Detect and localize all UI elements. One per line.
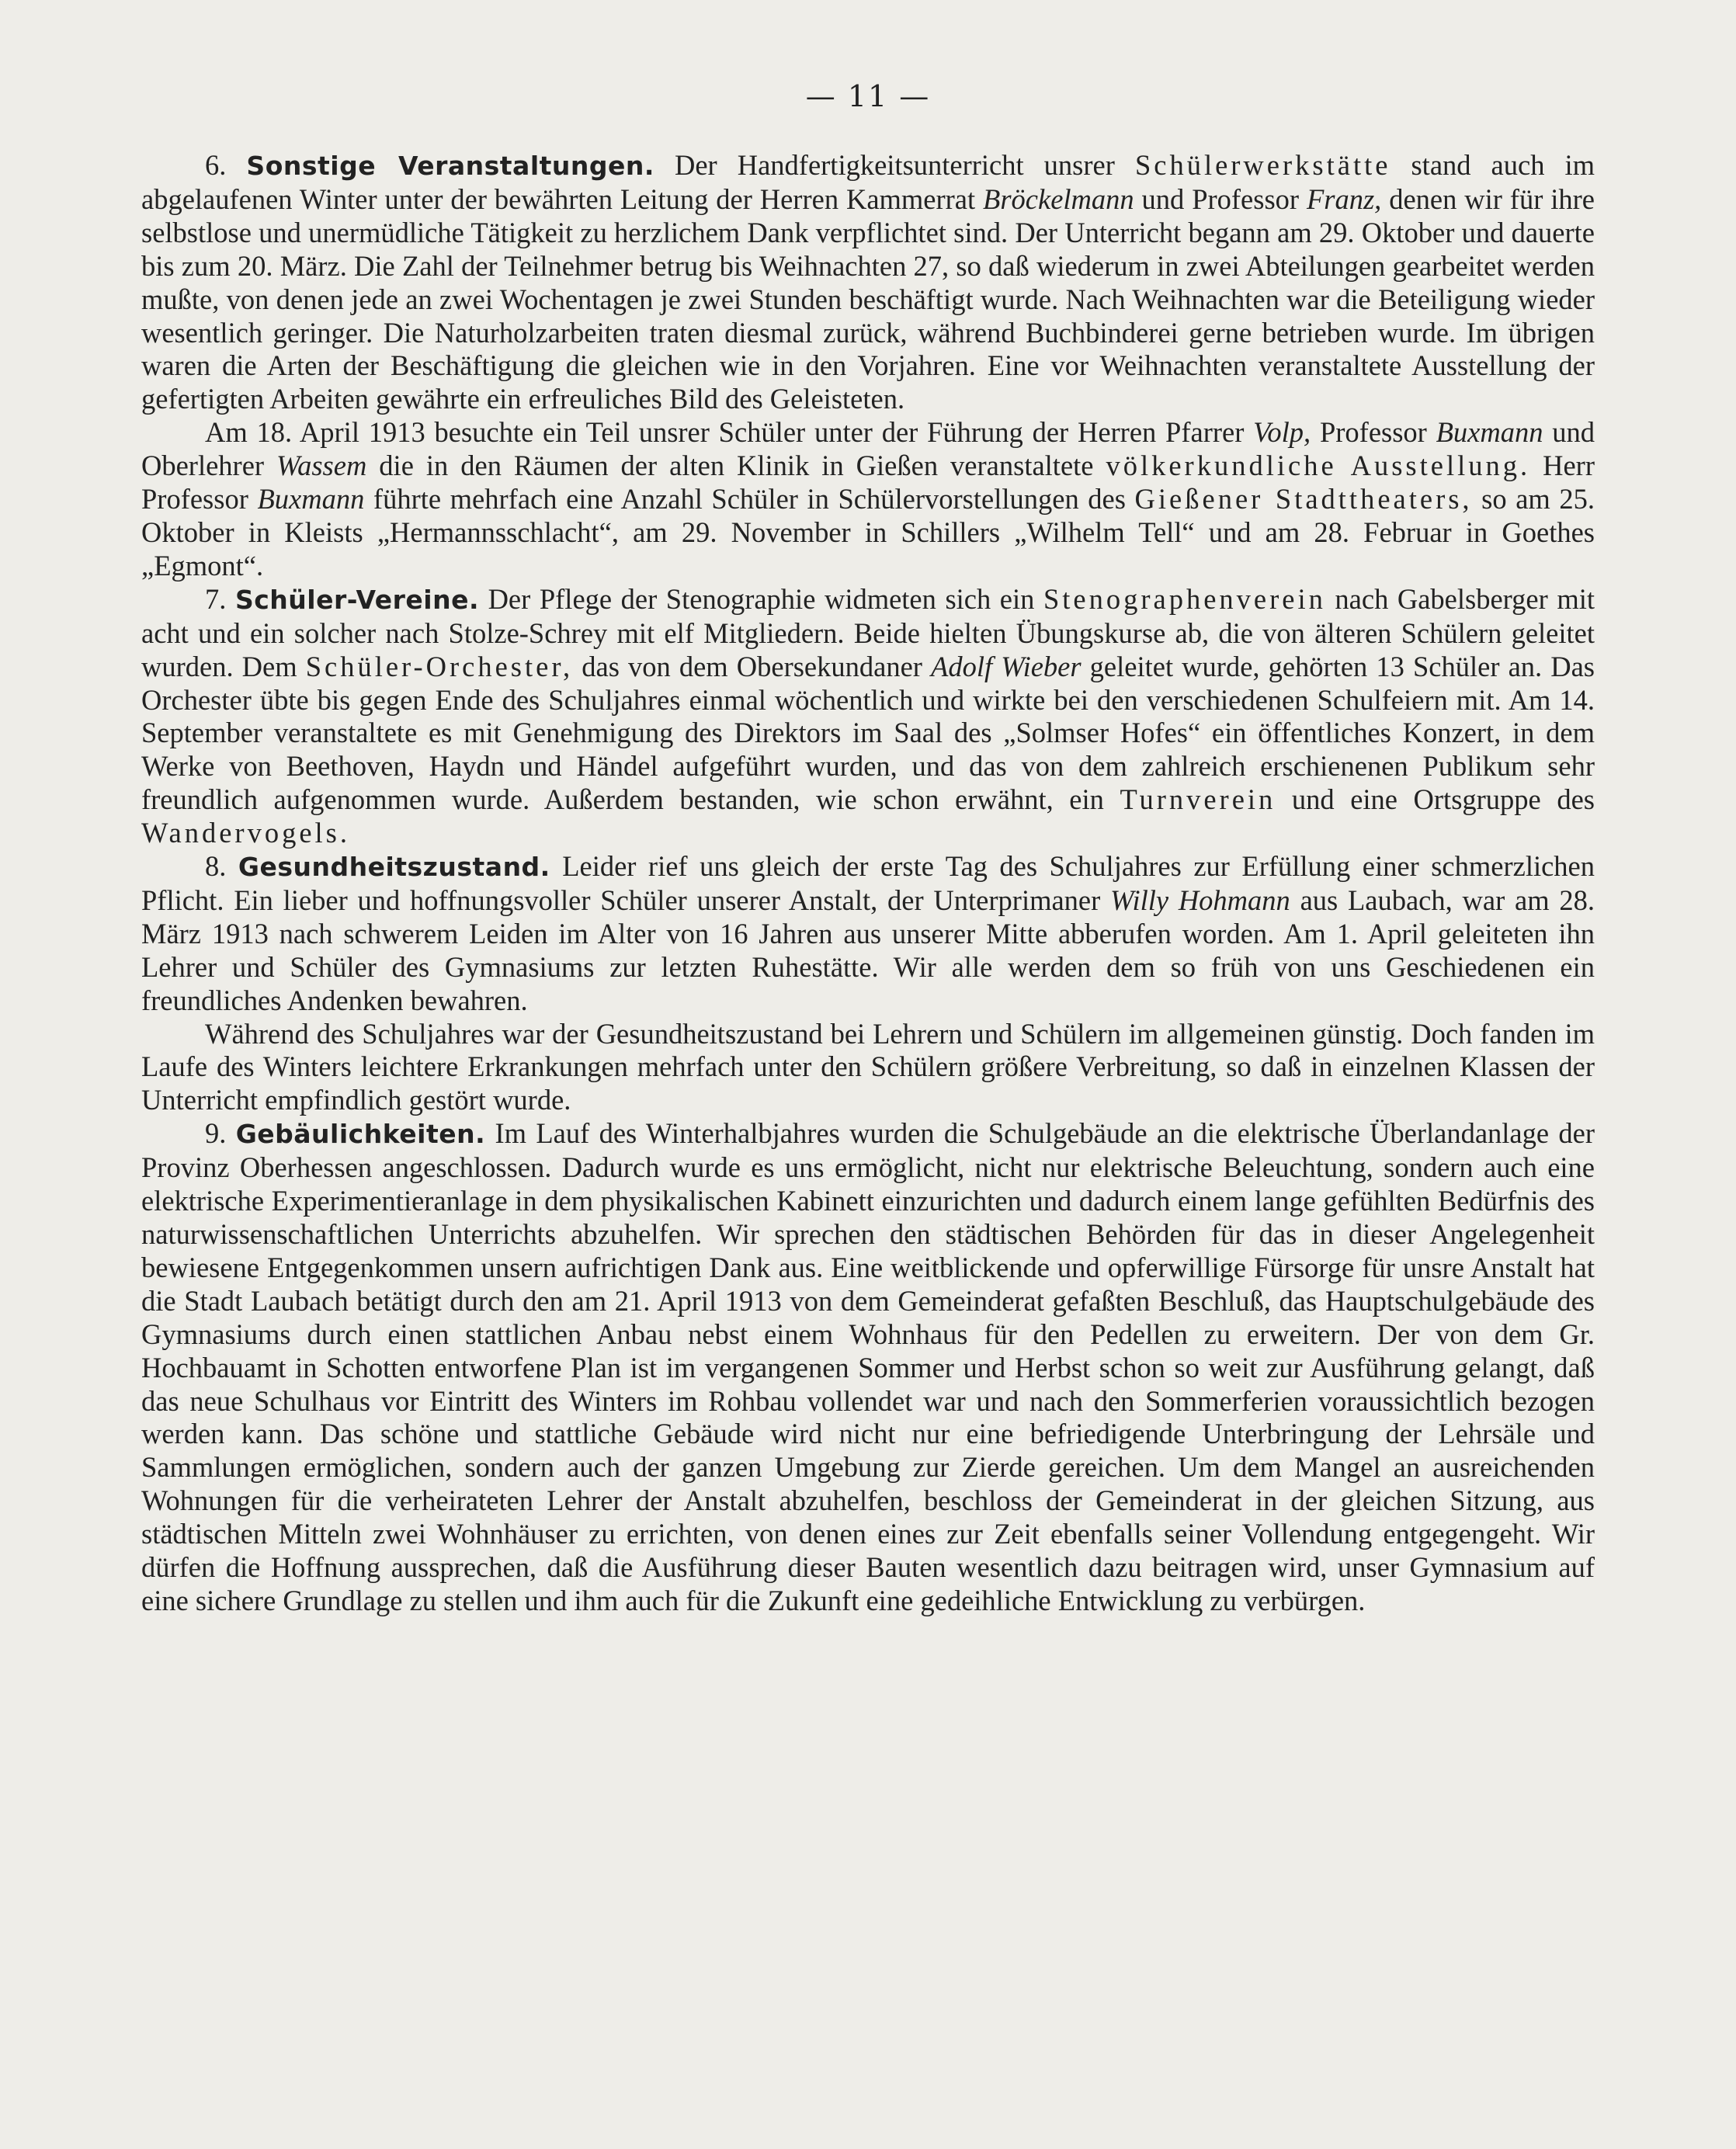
section-heading: Gebäulichkeiten. [235,1119,486,1150]
spaced-term: Wandervogels. [141,817,351,849]
section-6-paragraph-2: Am 18. April 1913 besuchte ein Teil unsrer Schüler unter der Führung der Herren Pfarrer Volp, Professor Buxmann und Oberlehrer Wassem die in den Räumen der alten Klinik in Gießen veranstaltete völkerkundliche Ausstellung. Herr Professor Buxmann führte mehrfach eine Anzahl Schüler in Schülervorstellungen des Gießener Stadttheaters, so am 25. Oktober in Kleists „Hermannsschlacht“, am 29. November in Schillers „Wilhelm Tell“ und am 28. Februar in Goethes „Egmont“. [141,416,1595,582]
person-name: Franz, [1306,182,1382,215]
spaced-term: völkerkundliche Ausstellung. [1106,450,1531,482]
spaced-term: Schüler-Orchester, [305,650,574,682]
section-number: 9. [205,1117,227,1150]
person-name: Wassem [276,450,367,482]
section-8-paragraph-2: Während des Schuljahres war der Gesundheitszustand bei Lehrern und Schülern im allgemeinen günstig. Doch fanden im Laufe des Winters leichtere Erkrankungen mehrfach unter den Schülern größere Verbreitung, so daß in einzelnen Klassen der Unterricht empfindlich gestört wurde. [141,1017,1595,1116]
section-7-paragraph: 7. Schüler-Vereine. Der Pflege der Stenographie widmeten sich ein Stenographenverein nach Gabelsberger mit acht und ein solcher nach Stolze-Schrey mit elf Mitgliedern. Beide hielten Übungskurse ab, die von älteren Schülern geleitet wurden. Dem Schüler-Orchester, das von dem Obersekundaner Adolf Wieber geleitet wurde, gehörten 13 Schüler an. Das Orchester übte bis gegen Ende des Schuljahres einmal wöchentlich und wirkte bei den verschiedenen Schulfeiern mit. Am 14. September veranstaltete es mit Genehmigung des Direktors im Saal des „Solmser Hofes“ ein öffentliches Konzert, in dem Werke von Beethoven, Haydn und Händel aufgeführt wurden, und das von dem zahlreich erschienenen Publikum sehr freundlich aufgenommen wurde. Außerdem bestanden, wie schon erwähnt, ein Turnverein und eine Ortsgruppe des Wandervogels. [141,582,1595,849]
section-heading: Sonstige Veranstaltungen. [246,151,654,181]
spaced-term: Schülerwerkstätte [1134,149,1391,181]
spaced-term: Gießener Stadttheaters, [1134,483,1473,516]
section-8-paragraph: 8. Gesundheitszustand. Leider rief uns gleich der erste Tag des Schuljahres zur Erfüllung einer schmerzlichen Pflicht. Ein lieber und hoffnungsvoller Schüler unserer Anstalt, der Unterprimaner Willy Hohmann aus Laubach, war am 28. März 1913 nach schwerem Leiden im Alter von 16 Jahren aus unserer Mitte abberufen worden. Am 1. April geleiteten ihn Lehrer und Schüler des Gymnasiums zur letzten Ruhestätte. Wir alle werden dem so früh von uns Geschiedenen ein freundliches Andenken bewahren. [141,850,1595,1016]
person-name: Adolf Wieber [931,650,1082,682]
person-name: Willy Hohmann [1110,884,1290,916]
person-name: Buxmann [257,483,365,516]
spaced-term: Turnverein [1120,783,1276,816]
section-number: 8. [205,850,227,883]
section-6-paragraph: 6. Sonstige Veranstaltungen. Der Handfertigkeitsunterricht unsrer Schülerwerkstätte stand auch im abgelaufenen Winter unter der bewährten Leitung der Herren Kammerrat Bröckelmann und Professor Franz, denen wir für ihre selbstlose und unermüdliche Tätigkeit zu herzlichem Dank verpflichtet sind. Der Unterricht begann am 29. Oktober und dauerte bis zum 20. März. Die Zahl der Teilnehmer betrug bis Weihnachten 27, so daß wiederum in zwei Abteilungen gearbeitet werden mußte, von denen jede an zwei Wochentagen je zwei Stunden beschäftigt wurde. Nach Weihnachten war die Beteiligung wieder wesentlich geringer. Die Naturholzarbeiten traten diesmal zurück, während Buchbinderei gerne betrieben wurde. Im übrigen waren die Arten der Beschäftigung die gleichen wie in den Vorjahren. Eine vor Weihnachten veranstaltete Ausstellung der gefertigten Arbeiten gewährte ein erfreuliches Bild des Geleisteten. [141,149,1595,415]
section-heading: Gesundheitszustand. [238,852,550,883]
person-name: Volp, [1253,416,1311,449]
person-name: Bröckelmann [983,182,1134,215]
spaced-term: Stenographenverein [1043,582,1326,615]
section-number: 6. [205,149,227,181]
section-number: 7. [205,582,227,615]
section-heading: Schüler-Vereine. [234,584,480,615]
person-name: Buxmann [1436,416,1543,449]
page-number: — 11 — [805,79,931,113]
body-text [141,149,1595,1618]
section-9-paragraph: 9. Gebäulichkeiten. Im Lauf des Winterhalbjahres wurden die Schulgebäude an die elektrische Überlandanlage der Provinz Oberhessen angeschlossen. Dadurch wurde es uns ermöglicht, nicht nur elektrische Beleuchtung, sondern auch eine elektrische Experimentieranlage in dem physikalischen Kabinett einzurichten und dadurch einem lange gefühlten Bedürfnis des naturwissenschaftlichen Unterrichts abzuhelfen. Wir sprechen den städtischen Behörden für das in dieser Angelegenheit bewiesene Entgegenkommen unsern aufrichtigen Dank aus. Eine weitblickende und opferwillige Fürsorge für unsre Anstalt hat die Stadt Laubach betätigt durch den am 21. April 1913 von dem Gemeinderat gefaßten Beschluß, das Hauptschulgebäude des Gymnasiums durch einen stattlichen Anbau nebst einem Wohnhaus für den Pedellen zu erweitern. Der von dem Gr. Hochbauamt in Schotten entworfene Plan ist im vergangenen Sommer und Herbst schon so weit zur Ausführung gelangt, daß das neue Schulhaus vor Eintritt des Winters im Rohbau vollendet war und nach den Sommerferien voraussichtlich bezogen werden kann. Das schöne und stattliche Gebäude wird nicht nur eine befriedigende Unterbringung der Lehrsäle und Sammlungen ermöglichen, sondern auch der ganzen Umgebung zur Zierde gereichen. Um dem Mangel an ausreichenden Wohnungen für die verheirateten Lehrer der Anstalt abzuhelfen, beschloss der Gemeinderat in der gleichen Sitzung, aus städtischen Mitteln zwei Wohnhäuser zu errichten, von denen eines zur Zeit ebenfalls seiner Vollendung entgegengeht. Wir dürfen die Hoffnung aussprechen, daß die Ausführung dieser Bauten wesentlich dazu beitragen wird, unser Gymnasium auf eine sichere Grundlage zu stellen und ihm auch für die Zukunft eine gedeihliche Entwicklung zu verbürgen. [141,1117,1595,1616]
